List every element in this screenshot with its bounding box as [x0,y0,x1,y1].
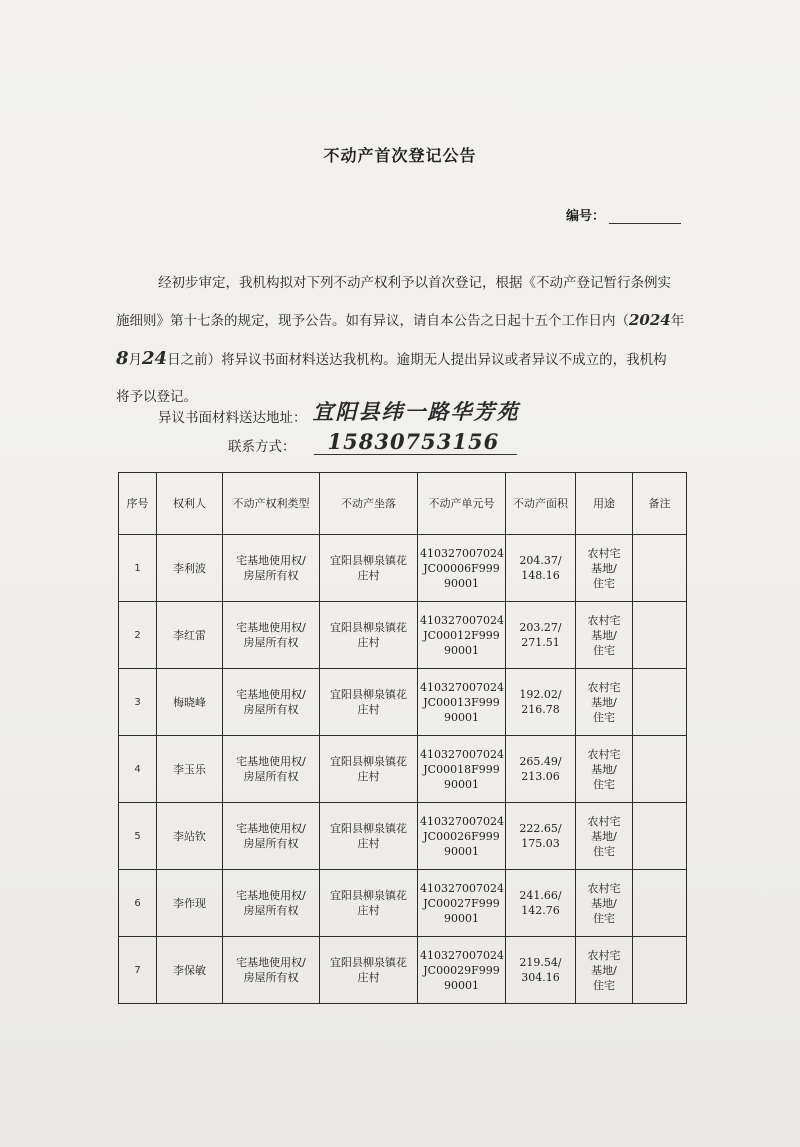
use-line: 住宅 [593,844,615,858]
area-line: 213.06 [521,770,560,783]
objection-address [158,396,520,426]
unit-line: JC00026F999 [423,829,500,843]
right-holder: 李保敏 [157,937,223,1004]
row-number: 6 [119,870,157,937]
right-type [223,602,320,669]
unit-number [418,803,506,870]
use-line: 农村宅 [587,613,621,627]
area-line: 175.03 [521,837,560,850]
address-label: 异议书面材料送达地址： [158,410,307,426]
handwritten-address: 宜阳县纬一路华芳苑 [312,399,520,424]
unit-line: 90001 [444,777,479,791]
right-type-line: 宅基地使用权/ [236,822,306,835]
property-location [320,602,418,669]
property-use [576,669,633,736]
area-line: 222.65/ [519,822,562,835]
use-line: 基地/ [591,628,617,642]
location-line: 宜阳县柳泉镇花 [330,822,407,835]
unit-line: 410327007024 [420,613,504,627]
remarks [633,535,687,602]
unit-line: 410327007024 [420,680,504,694]
document-number-label: 编号： [566,209,606,224]
use-line: 农村宅 [587,881,621,895]
remarks [633,736,687,803]
location-line: 宜阳县柳泉镇花 [330,755,407,768]
location-line: 宜阳县柳泉镇花 [330,554,407,567]
body-year-suffix: 年 [670,313,685,329]
table-row [119,669,687,736]
area-line: 271.51 [521,636,560,649]
use-line: 农村宅 [587,546,621,560]
right-type [223,669,320,736]
table-row [119,870,687,937]
unit-line: 410327007024 [420,948,504,962]
right-type-line: 房屋所有权 [243,770,299,783]
location-line: 庄村 [357,837,380,850]
property-location [320,535,418,602]
area-line: 219.54/ [519,956,562,969]
registration-table [118,472,687,1004]
unit-line: 90001 [444,643,479,657]
use-line: 住宅 [593,643,615,657]
remarks [633,870,687,937]
handwritten-year: 2024 [629,311,671,329]
unit-line: 410327007024 [420,881,504,895]
right-type-line: 宅基地使用权/ [236,956,306,969]
unit-number [418,736,506,803]
property-area [506,602,576,669]
property-area [506,937,576,1004]
property-area [506,736,576,803]
unit-line: 90001 [444,978,479,992]
property-use [576,602,633,669]
property-area [506,870,576,937]
location-line: 庄村 [357,703,380,716]
remarks [633,602,687,669]
unit-line: 90001 [444,710,479,724]
use-line: 住宅 [593,911,615,925]
header-cell: 用途 [576,473,633,535]
right-type-line: 房屋所有权 [243,569,299,582]
body-line-2-text: 施细则》第十七条的规定，现予公告。如有异议，请自本公告之日起十五个工作日内（ [116,313,629,329]
table-row [119,535,687,602]
right-holder: 李玉乐 [157,736,223,803]
remarks [633,669,687,736]
unit-line: JC00013F999 [423,695,500,709]
unit-line: 90001 [444,844,479,858]
unit-number [418,669,506,736]
handwritten-month: 8 [116,348,129,369]
location-line: 庄村 [357,636,380,649]
area-line: 203.27/ [519,621,562,634]
use-line: 基地/ [591,561,617,575]
handwritten-phone: 15830753156 [314,430,518,455]
right-type-line: 宅基地使用权/ [236,889,306,902]
unit-line: 410327007024 [420,814,504,828]
right-type-line: 宅基地使用权/ [236,755,306,768]
header-cell: 备注 [633,473,687,535]
use-line: 住宅 [593,978,615,992]
body-line-1: 经初步审定，我机构拟对下列不动产权利予以首次登记，根据《不动产登记暂行条例实 [158,275,671,291]
unit-line: JC00012F999 [423,628,500,642]
unit-line: JC00018F999 [423,762,500,776]
unit-line: 410327007024 [420,546,504,560]
row-number: 4 [119,736,157,803]
use-line: 农村宅 [587,680,621,694]
row-number: 5 [119,803,157,870]
unit-number [418,602,506,669]
property-area [506,669,576,736]
body-line-2 [116,302,701,340]
area-line: 241.66/ [519,889,562,902]
area-line: 265.49/ [519,755,562,768]
contact-label: 联系方式： [228,439,296,455]
use-line: 农村宅 [587,948,621,962]
property-use [576,870,633,937]
header-cell: 不动产坐落 [320,473,418,535]
row-number: 3 [119,669,157,736]
right-type-line: 房屋所有权 [243,636,299,649]
right-holder: 李站钦 [157,803,223,870]
header-cell: 不动产面积 [506,473,576,535]
page-title: 不动产首次登记公告 [323,146,477,165]
property-location [320,870,418,937]
announcement-body [116,265,701,416]
area-line: 204.37/ [519,554,562,567]
body-line-3 [116,340,701,379]
right-holder: 李作现 [157,870,223,937]
unit-line: 90001 [444,911,479,925]
unit-line: 90001 [444,576,479,590]
property-location [320,803,418,870]
right-type-line: 房屋所有权 [243,971,299,984]
header-cell: 序号 [119,473,157,535]
body-line-4: 将予以登记。 [116,389,197,405]
table-header-row [119,473,687,535]
property-location [320,669,418,736]
use-line: 基地/ [591,963,617,977]
right-type-line: 房屋所有权 [243,703,299,716]
use-line: 基地/ [591,695,617,709]
table-row [119,602,687,669]
use-line: 基地/ [591,829,617,843]
property-location [320,736,418,803]
use-line: 基地/ [591,896,617,910]
property-use [576,937,633,1004]
contact-info [228,430,517,455]
location-line: 庄村 [357,971,380,984]
table-row [119,803,687,870]
unit-line: 410327007024 [420,747,504,761]
unit-line: JC00029F999 [423,963,500,977]
unit-number [418,870,506,937]
row-number: 7 [119,937,157,1004]
location-line: 宜阳县柳泉镇花 [330,688,407,701]
body-line-3-text: 日之前）将异议书面材料送达我机构。逾期无人提出异议或者异议不成立的，我机构 [167,352,667,368]
remarks [633,937,687,1004]
handwritten-day: 24 [142,348,168,369]
unit-number [418,937,506,1004]
right-type-line: 宅基地使用权/ [236,554,306,567]
right-type [223,803,320,870]
document-number-blank [609,209,681,224]
use-line: 基地/ [591,762,617,776]
unit-line: JC00027F999 [423,896,500,910]
area-line: 192.02/ [519,688,562,701]
use-line: 农村宅 [587,747,621,761]
table-row [119,937,687,1004]
property-use [576,736,633,803]
right-type [223,870,320,937]
use-line: 住宅 [593,576,615,590]
right-type [223,937,320,1004]
right-holder: 梅晓峰 [157,669,223,736]
location-line: 宜阳县柳泉镇花 [330,621,407,634]
right-holder: 李利波 [157,535,223,602]
body-month-suffix: 月 [128,352,143,368]
right-type-line: 宅基地使用权/ [236,688,306,701]
right-type [223,736,320,803]
area-line: 142.76 [521,904,560,917]
table-row [119,736,687,803]
location-line: 宜阳县柳泉镇花 [330,889,407,902]
area-line: 216.78 [521,703,560,716]
location-line: 庄村 [357,569,380,582]
area-line: 148.16 [521,569,560,582]
remarks [633,803,687,870]
right-type-line: 宅基地使用权/ [236,621,306,634]
property-location [320,937,418,1004]
right-type [223,535,320,602]
document-number [566,205,681,224]
row-number: 2 [119,602,157,669]
header-cell: 权利人 [157,473,223,535]
right-type-line: 房屋所有权 [243,904,299,917]
location-line: 庄村 [357,770,380,783]
use-line: 住宅 [593,777,615,791]
use-line: 农村宅 [587,814,621,828]
property-area [506,535,576,602]
property-use [576,535,633,602]
unit-line: JC00006F999 [423,561,500,575]
right-type-line: 房屋所有权 [243,837,299,850]
location-line: 庄村 [357,904,380,917]
header-cell: 不动产单元号 [418,473,506,535]
location-line: 宜阳县柳泉镇花 [330,956,407,969]
use-line: 住宅 [593,710,615,724]
unit-number [418,535,506,602]
header-cell: 不动产权利类型 [223,473,320,535]
area-line: 304.16 [521,971,560,984]
property-area [506,803,576,870]
row-number: 1 [119,535,157,602]
property-use [576,803,633,870]
right-holder: 李红雷 [157,602,223,669]
